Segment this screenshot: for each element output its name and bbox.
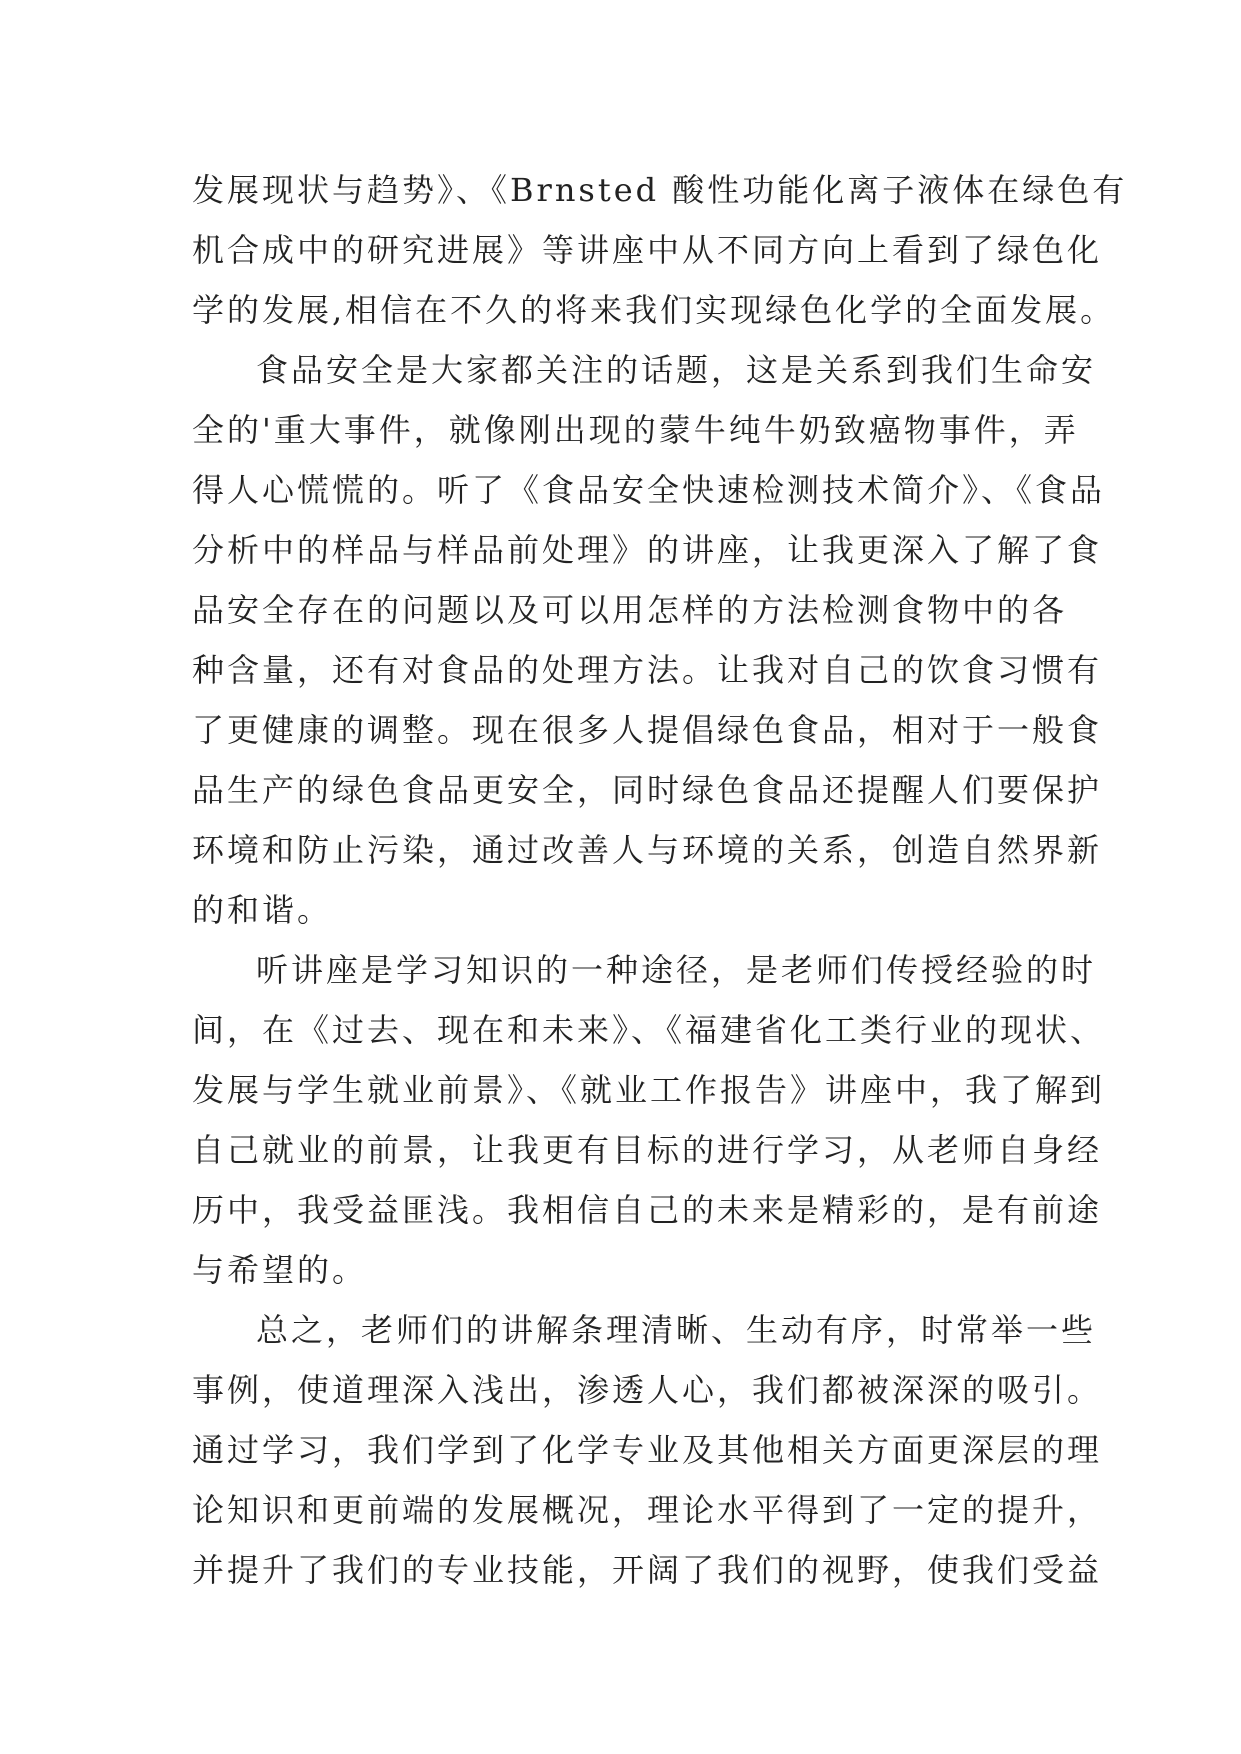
- paragraph-first-line: 食品安全是大家都关注的话题，这是关系到我们生命安: [256, 351, 1097, 389]
- text-line: 间，在《过去、现在和未来》、《福建省化工类行业的现状、: [192, 1011, 1106, 1049]
- text-line: 品生产的绿色食品更安全，同时绿色食品还提醒人们要保护: [192, 771, 1103, 809]
- paragraph-first-line: 总之，老师们的讲解条理清晰、生动有序，时常举一些: [256, 1311, 1097, 1349]
- text-line: 学的发展,相信在不久的将来我们实现绿色化学的全面发展。: [192, 291, 1116, 329]
- text-line: 分析中的样品与样品前处理》的讲座，让我更深入了解了食: [192, 531, 1103, 569]
- text-line: 种含量，还有对食品的处理方法。让我对自己的饮食习惯有: [192, 651, 1103, 689]
- text-line: 品安全存在的问题以及可以用怎样的方法检测食物中的各: [192, 591, 1068, 629]
- text-line: 环境和防止污染，通过改善人与环境的关系，创造自然界新: [192, 831, 1103, 869]
- text-line: 事例，使道理深入浅出，渗透人心，我们都被深深的吸引。: [192, 1371, 1103, 1409]
- text-line: 发展现状与趋势》、《Brnsted 酸性功能化离子液体在绿色有: [192, 171, 1128, 209]
- text-line: 与希望的。: [192, 1251, 368, 1289]
- text-line: 自己就业的前景，让我更有目标的进行学习，从老师自身经: [192, 1131, 1103, 1169]
- text-line: 机合成中的研究进展》等讲座中从不同方向上看到了绿色化: [192, 231, 1103, 269]
- text-line: 的和谐。: [192, 891, 333, 929]
- text-line: 了更健康的调整。现在很多人提倡绿色食品，相对于一般食: [192, 711, 1103, 749]
- paragraph-first-line: 听讲座是学习知识的一种途径，是老师们传授经验的时: [256, 951, 1097, 989]
- text-line: 全的'重大事件，就像刚出现的蒙牛纯牛奶致癌物事件，弄: [192, 411, 1079, 449]
- text-line: 发展与学生就业前景》、《就业工作报告》讲座中，我了解到: [192, 1071, 1106, 1109]
- text-line: 并提升了我们的专业技能，开阔了我们的视野，使我们受益: [192, 1551, 1103, 1589]
- text-line: 得人心慌慌的。听了《食品安全快速检测技术简介》、《食品: [192, 471, 1106, 509]
- text-line: 论知识和更前端的发展概况，理论水平得到了一定的提升，: [192, 1491, 1103, 1529]
- text-line: 历中，我受益匪浅。我相信自己的未来是精彩的，是有前途: [192, 1191, 1103, 1229]
- text-line: 通过学习，我们学到了化学专业及其他相关方面更深层的理: [192, 1431, 1103, 1469]
- body-text: [192, 160, 1128, 1600]
